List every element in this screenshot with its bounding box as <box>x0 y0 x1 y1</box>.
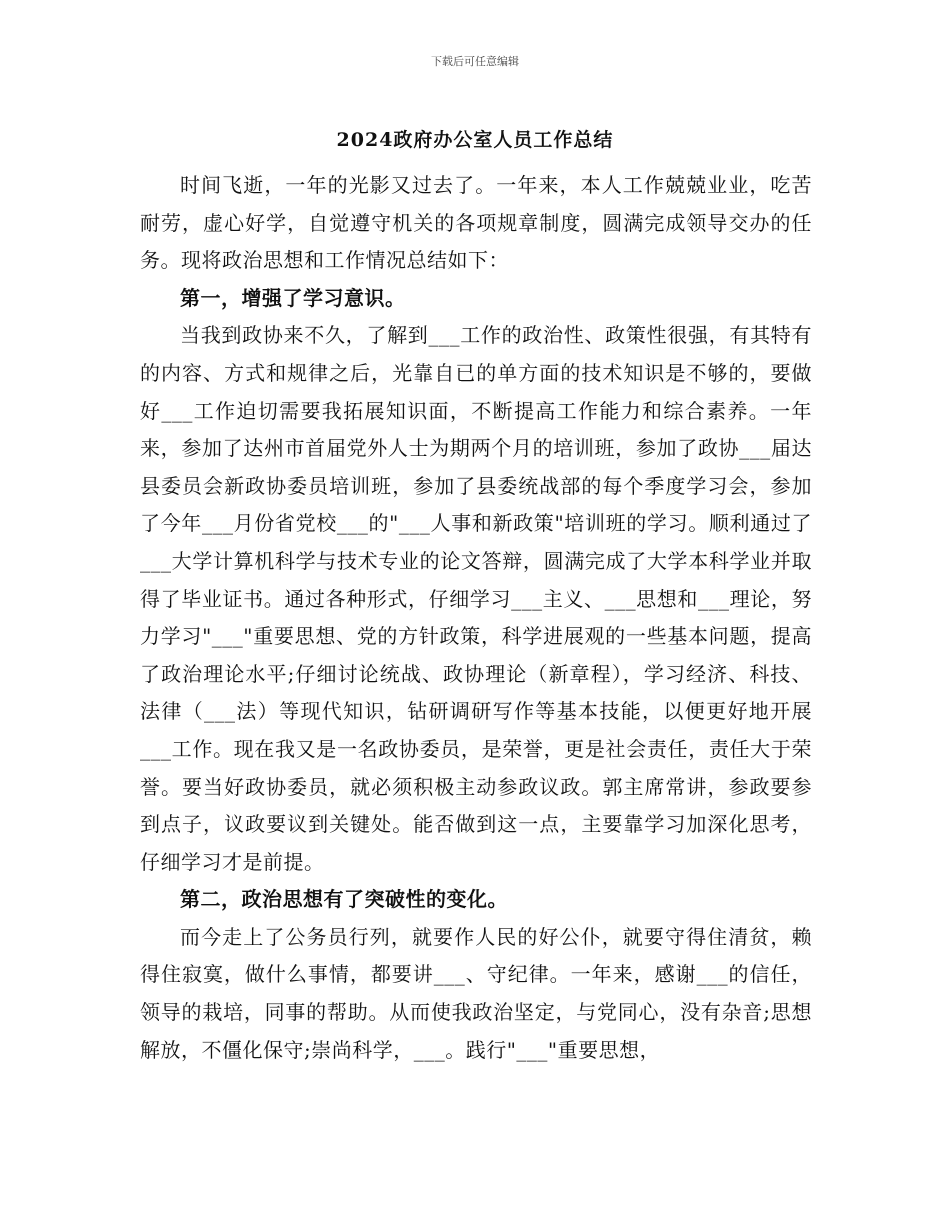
document-body <box>140 167 812 1069</box>
intro-paragraph: 时间飞逝，一年的光影又过去了。一年来，本人工作兢兢业业，吃苦耐劳，虚心好学，自觉遵守机关的各项规章制度，圆满完成领导交办的任务。现将政治思想和工作情况总结如下： <box>140 173 812 273</box>
section-2-paragraph: 而今走上了公务员行列，就要作人民的好公仆，就要守得住清贫，赖得住寂寞，做什么事情，都要讲___、守纪律。一年来，感谢___的信任，领导的栽培，同事的帮助。从而使我政治坚定，与党同心，没有杂音;思想解放，不僵化保守;崇尚科学，___。践行"___"重要思想， <box>140 924 812 1062</box>
page-header-note: 下载后可任意编辑 <box>431 55 519 68</box>
document-title: 2024政府办公室人员工作总结 <box>336 129 614 151</box>
section-heading-2: 第二，政治思想有了突破性的变化。 <box>180 887 508 912</box>
section-1-paragraph: 当我到政协来不久，了解到___工作的政治性、政策性很强，有其特有的内容、方式和规律之后，光靠自已的单方面的技术知识是不够的，要做好___工作迫切需要我拓展知识面，不断提高工作能力和综合素养。一年来，参加了达州市首届党外人士为期两个月的培训班，参加了政协___届达县委员会新政协委员培训班，参加了县委统战部的每个季度学习会，参加了今年___月份省党校___的"___人事和新政策"培训班的学习。顺利通过了___大学计算机科学与技术专业的论文答辩，圆满完成了大学本科学业并取得了毕业证书。通过各种形式，仔细学习___主义、___思想和___理论，努力学习"___"重要思想、党的方针政策，科学进展观的一些基本问题，提高了政治理论水平;仔细讨论统战、政协理论（新章程），学习经济、科技、法律（___法）等现代知识，钻研调研写作等基本技能，以便更好地开展___工作。现在我又是一名政协委员，是荣誉，更是社会责任，责任大于荣誉。要当好政协委员，就必须积极主动参政议政。郭主席常讲，参政要参到点子，议政要议到关键处。能否做到这一点，主要靠学习加深化思考，仔细学习才是前提。 <box>140 323 812 874</box>
section-heading-1: 第一，增强了学习意识。 <box>180 285 406 310</box>
